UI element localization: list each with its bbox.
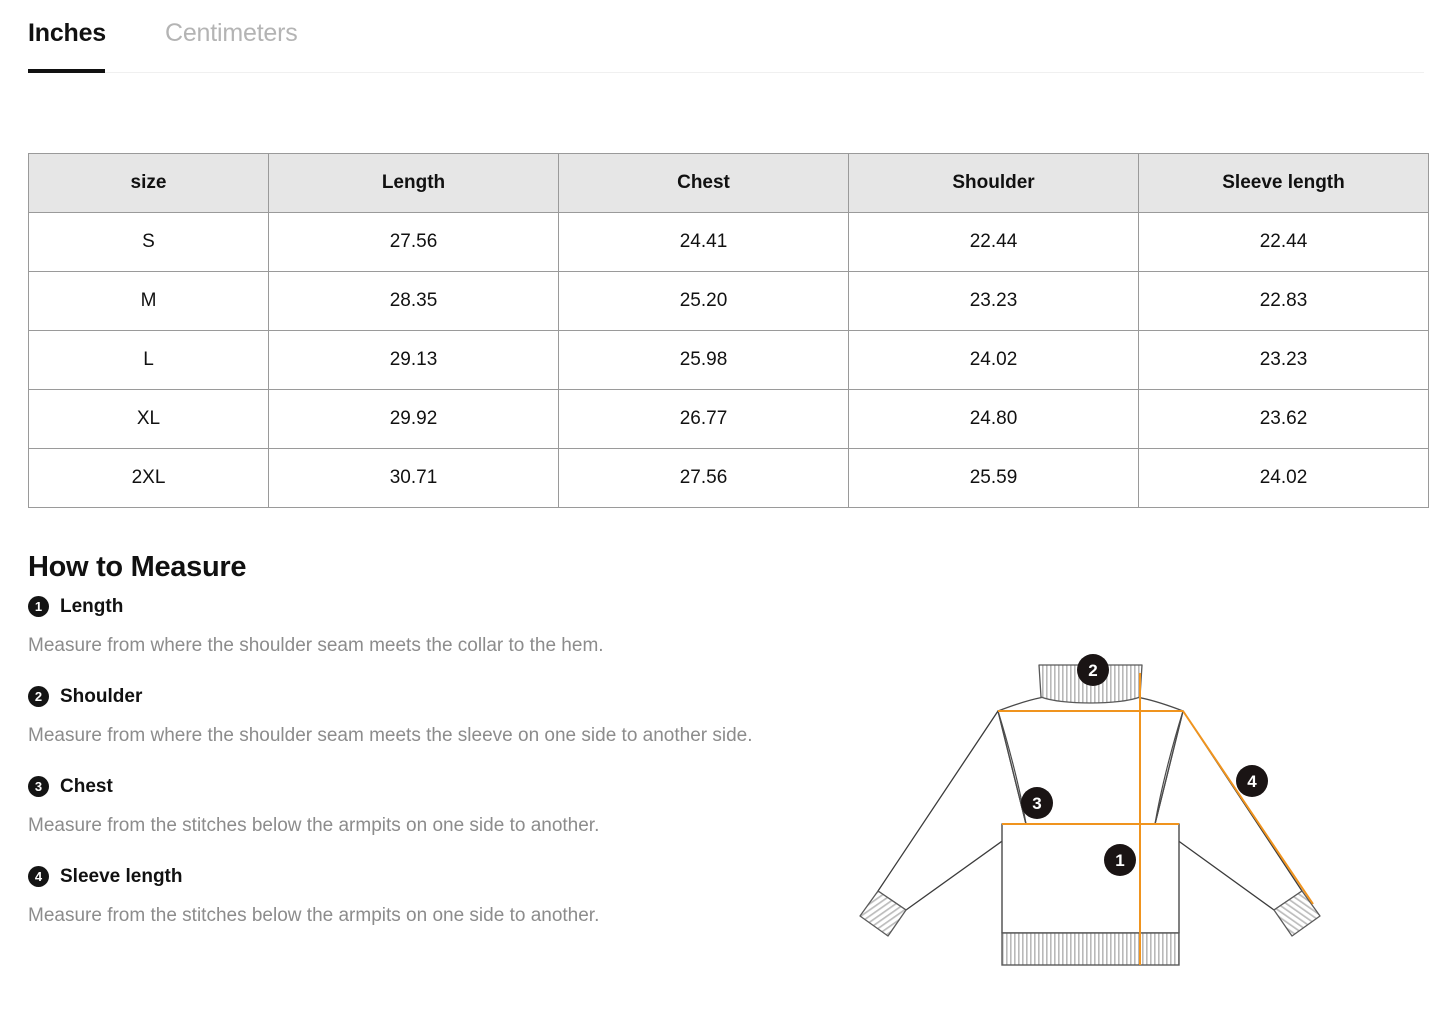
svg-text:4: 4 — [1247, 772, 1257, 791]
cell-size: L — [29, 331, 269, 390]
diagram-marker-1 — [1104, 844, 1136, 876]
number-badge-4-icon: 4 — [28, 866, 49, 887]
measure-item-length — [28, 590, 888, 658]
unit-tabs-bar — [0, 0, 1445, 76]
svg-text:3: 3 — [1032, 794, 1042, 813]
cell-shoulder: 22.44 — [849, 213, 1139, 272]
cell-shoulder: 24.02 — [849, 331, 1139, 390]
column-header-chest: Chest — [559, 154, 849, 213]
table-body — [29, 213, 1429, 508]
cell-size: S — [29, 213, 269, 272]
cell-chest: 24.41 — [559, 213, 849, 272]
number-badge-2-icon: 2 — [28, 686, 49, 707]
cell-sleeve-length: 24.02 — [1139, 449, 1429, 508]
measure-head — [28, 770, 888, 803]
tabs-divider — [28, 72, 1424, 73]
measure-description: Measure from the stitches below the armpits on one side to another. — [28, 815, 600, 836]
cell-sleeve-length: 23.23 — [1139, 331, 1429, 390]
measure-label: Length — [60, 595, 124, 617]
column-header-sleeve-length: Sleeve length — [1139, 154, 1429, 213]
cell-size: XL — [29, 390, 269, 449]
cell-sleeve-length: 23.62 — [1139, 390, 1429, 449]
tab-centimeters[interactable]: Centimeters — [165, 19, 298, 47]
cell-chest: 27.56 — [559, 449, 849, 508]
cell-length: 27.56 — [269, 213, 559, 272]
cell-shoulder: 24.80 — [849, 390, 1139, 449]
cell-chest: 25.98 — [559, 331, 849, 390]
measure-description: Measure from the stitches below the armpits on one side to another. — [28, 905, 600, 926]
svg-text:1: 1 — [1115, 851, 1125, 870]
cell-length: 29.13 — [269, 331, 559, 390]
active-tab-indicator — [28, 69, 105, 73]
measure-label: Shoulder — [60, 685, 143, 707]
cell-sleeve-length: 22.83 — [1139, 272, 1429, 331]
column-header-size: size — [29, 154, 269, 213]
cell-length: 29.92 — [269, 390, 559, 449]
cell-length: 30.71 — [269, 449, 559, 508]
cell-shoulder: 25.59 — [849, 449, 1139, 508]
cell-size: 2XL — [29, 449, 269, 508]
table-row — [29, 213, 1429, 272]
table-head — [29, 154, 1429, 213]
how-to-measure-title: How to Measure — [28, 551, 247, 584]
diagram-marker-2 — [1077, 654, 1109, 686]
cell-sleeve-length: 22.44 — [1139, 213, 1429, 272]
svg-text:2: 2 — [1088, 661, 1098, 680]
measure-item-sleeve-length — [28, 860, 888, 928]
bottom-hem-rib — [1002, 933, 1179, 965]
measure-item-chest — [28, 770, 888, 838]
column-header-shoulder: Shoulder — [849, 154, 1139, 213]
number-badge-3-icon: 3 — [28, 776, 49, 797]
unit-tabs — [28, 18, 298, 48]
diagram-marker-4 — [1236, 765, 1268, 797]
size-chart-table — [28, 153, 1429, 508]
table-row — [29, 449, 1429, 508]
number-badge-1-icon: 1 — [28, 596, 49, 617]
measure-label: Sleeve length — [60, 865, 183, 887]
tab-inches[interactable]: Inches — [28, 19, 106, 47]
measure-head — [28, 680, 888, 713]
table-row — [29, 331, 1429, 390]
measure-head — [28, 860, 888, 893]
measure-description: Measure from where the shoulder seam meets the collar to the hem. — [28, 635, 604, 656]
column-header-length: Length — [269, 154, 559, 213]
cell-chest: 25.20 — [559, 272, 849, 331]
garment-measurement-diagram — [850, 648, 1350, 993]
table-row — [29, 272, 1429, 331]
cell-shoulder: 23.23 — [849, 272, 1139, 331]
measure-head — [28, 590, 888, 623]
table-header-row — [29, 154, 1429, 213]
cell-size: M — [29, 272, 269, 331]
how-to-measure-list — [28, 590, 888, 950]
measure-description: Measure from where the shoulder seam meets the sleeve on one side to another side. — [28, 725, 753, 746]
cell-length: 28.35 — [269, 272, 559, 331]
measure-item-shoulder — [28, 680, 888, 748]
table-row — [29, 390, 1429, 449]
cell-chest: 26.77 — [559, 390, 849, 449]
diagram-marker-3 — [1021, 787, 1053, 819]
measure-label: Chest — [60, 775, 113, 797]
